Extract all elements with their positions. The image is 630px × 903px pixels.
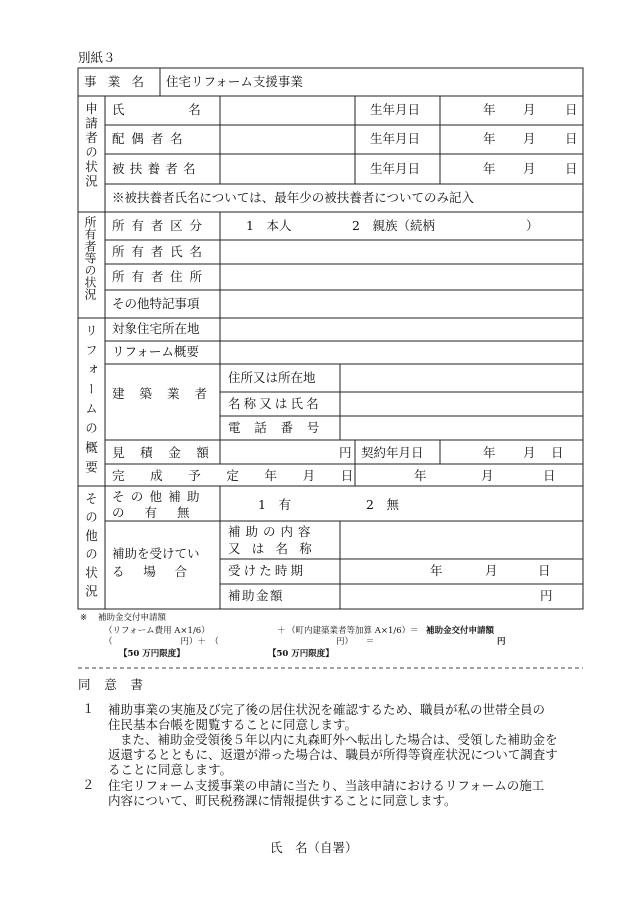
- name-label: 氏名: [112, 102, 265, 117]
- day-2: 日: [565, 131, 578, 146]
- completion-label: 完成予定年月日: [112, 468, 379, 483]
- receiving-label-1: 補助を受けてい: [112, 546, 200, 561]
- consent-item1-line4: 返還するとともに、返還が滞った場合は、職員が所得等資産状況について調査す: [108, 747, 558, 762]
- consent-item1-line1: 補助事業の実施及び完了後の居住状況を確認するため、職員が私の世帯全員の: [108, 702, 546, 717]
- calc-limit-b: 【50 万円限度】: [268, 649, 334, 659]
- reform-section-label: リフォームの概要: [83, 324, 99, 480]
- day-3: 日: [565, 161, 578, 176]
- consent-item2-line1: 住宅リフォーム支援事業の申請に当たり、当該申請におけるリフォームの施工: [108, 778, 545, 793]
- consent-item1-line3: また、補助金受領後５年以内に丸森町外へ転出した場合は、受領した補助金を: [120, 732, 558, 747]
- calc-result-label: 補助金交付申請額: [426, 626, 495, 636]
- consent-item1-number: １: [82, 701, 95, 716]
- other-section-label: その他の状況: [83, 492, 99, 603]
- calc-a: （リフォーム費用 A×1/6）: [104, 626, 210, 636]
- birth-label-3: 生年月日: [370, 161, 421, 176]
- owner-address-label: 所有者住所: [112, 269, 209, 284]
- month-1: 月: [523, 102, 536, 117]
- contract-date-label: 契約年月日: [361, 445, 424, 460]
- calc-eq: ＝: [410, 626, 419, 636]
- calc-plus: ＋: [277, 626, 286, 636]
- consent-title: 同意書: [78, 677, 157, 692]
- owner-option-relative: 2 親族（続柄: [352, 218, 435, 233]
- birth-label-1: 生年月日: [370, 102, 421, 117]
- consent-item1-line2: 住民基本台帳を閲覧することに同意します。: [108, 717, 358, 732]
- content-label-1: 補助の内容: [228, 524, 316, 539]
- year-1: 年: [483, 102, 496, 117]
- contract-year: 年: [483, 445, 496, 460]
- day-1: 日: [565, 102, 578, 117]
- completion-month: 月: [481, 468, 494, 483]
- amount-label: 補助金額: [228, 588, 285, 603]
- consent-item1-line5: ることに同意します。: [108, 762, 233, 777]
- estimate-yen: 円: [339, 445, 352, 460]
- calc-yen-right: 円: [497, 637, 506, 647]
- calc-title: 補助金交付申請額: [98, 613, 167, 623]
- owner-other-label: その他特記事項: [112, 296, 200, 311]
- calc-yen-left: （ 円）＋ （: [104, 637, 219, 647]
- month-2: 月: [523, 131, 536, 146]
- option-has: 1 有: [258, 497, 291, 512]
- received-day: 日: [538, 563, 551, 578]
- builder-address-label: 住所又は所在地: [228, 370, 316, 385]
- spouse-label: 配偶者名: [112, 131, 190, 146]
- consent-item2-line2: 内容について、町民税務課に情報提供することに同意します。: [108, 793, 457, 808]
- birth-label-2: 生年月日: [370, 131, 421, 146]
- dependent-note: ※被扶養者氏名については、最年少の被扶養者についてのみ記入: [112, 190, 475, 205]
- completion-year: 年: [414, 468, 427, 483]
- estimate-label: 見積金額: [112, 445, 225, 460]
- month-3: 月: [523, 161, 536, 176]
- project-label: 事業名: [84, 74, 156, 89]
- dependent-label: 被扶養者名: [112, 161, 201, 176]
- owner-option-close: ）: [526, 218, 539, 233]
- option-none: 2 無: [366, 497, 399, 512]
- owner-name-label: 所有者氏名: [112, 244, 209, 259]
- consent-item2-number: ２: [82, 777, 95, 792]
- owner-category-label: 所有者区分: [112, 218, 209, 233]
- other-subsidy-label-2: の有無: [112, 505, 210, 520]
- builder-label: 建築業者: [112, 386, 223, 401]
- signature-label: 氏 名（自署）: [270, 840, 358, 855]
- builder-name-label: 名称又は氏名: [228, 396, 322, 411]
- contract-day: 日: [551, 445, 564, 460]
- calc-limit-a: 【50 万円限度】: [119, 649, 185, 659]
- received-year: 年: [430, 563, 443, 578]
- contract-month: 月: [523, 445, 536, 460]
- amount-yen: 円: [540, 588, 553, 603]
- builder-phone-label: 電話番号: [228, 420, 334, 435]
- calc-yen-mid: 円） ＝: [336, 637, 375, 647]
- form-number: 別紙３: [78, 50, 116, 65]
- year-2: 年: [483, 131, 496, 146]
- owner-option-self: 1 本人: [246, 218, 292, 233]
- calc-b: （町内建築業者等加算 A×1/6）: [287, 626, 411, 636]
- received-month: 月: [485, 563, 498, 578]
- project-value: 住宅リフォーム支援事業: [166, 74, 303, 89]
- target-location-label: 対象住宅所在地: [112, 321, 200, 336]
- calc-asterisk: ※: [80, 613, 88, 623]
- content-label-2: 又は名称: [228, 541, 324, 556]
- completion-day: 日: [543, 468, 556, 483]
- received-time-label: 受けた時期: [228, 563, 307, 578]
- reform-summary-label: リフォーム概要: [112, 344, 199, 359]
- owner-section-label: 所有者等の状況: [83, 216, 97, 300]
- other-subsidy-label-1: その他補助: [112, 489, 206, 504]
- applicant-section-label: 申請者の状況: [83, 102, 99, 189]
- receiving-label-2: る 場 合: [112, 564, 191, 579]
- year-3: 年: [483, 161, 496, 176]
